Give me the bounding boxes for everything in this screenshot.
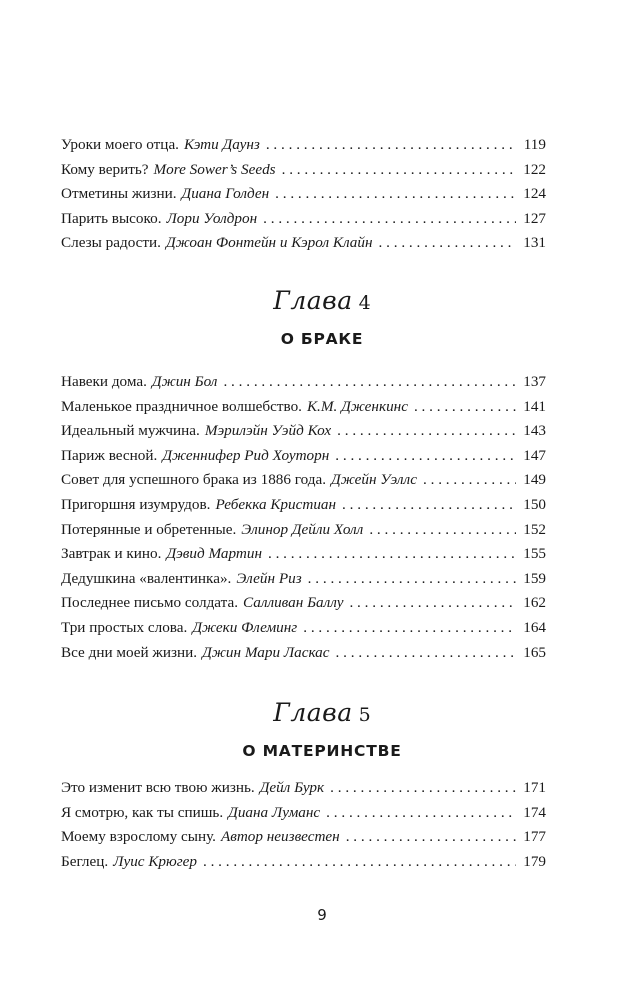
toc-entry[interactable] <box>61 641 546 666</box>
chapter-number: 4 <box>358 292 371 314</box>
entry-page-number: 122 <box>523 160 546 178</box>
entry-author: Джин Бол <box>151 373 218 390</box>
leader-dots <box>336 641 516 666</box>
leader-dots <box>326 801 516 826</box>
entry-page-number: 155 <box>523 545 546 563</box>
toc-entry[interactable] <box>61 825 546 850</box>
entry-author: Элейн Риз <box>236 569 302 587</box>
leader-dots <box>342 493 516 518</box>
entry-author: Кэти Даунз <box>183 136 260 153</box>
entry-title: Завтрак и кино. <box>61 545 162 563</box>
entry-title: Отметины жизни. <box>61 185 177 203</box>
toc-block-continued <box>61 133 546 256</box>
toc-entry[interactable] <box>61 616 546 641</box>
chapter-heading <box>0 286 644 315</box>
entry-author: More Sower’s Seeds <box>153 160 276 178</box>
entry-page-number: 131 <box>523 234 546 252</box>
leader-dots <box>303 616 516 641</box>
chapter-word: Глава <box>273 698 353 727</box>
toc-block-chapter-4 <box>61 370 546 665</box>
toc-entry[interactable] <box>61 231 546 256</box>
toc-entry[interactable] <box>61 518 546 543</box>
entry-page-number: 141 <box>523 397 546 415</box>
chapter-heading <box>0 698 644 727</box>
entry-title: Пригоршня изумрудов. <box>61 495 211 513</box>
toc-entry[interactable] <box>61 850 546 875</box>
leader-dots <box>337 419 516 444</box>
toc-entry[interactable] <box>61 801 546 826</box>
entry-title: Три простых слова. <box>61 618 188 636</box>
entry-page-number: 152 <box>523 520 546 538</box>
entry-page-number: 171 <box>523 779 546 796</box>
chapter-word: Глава <box>273 286 353 315</box>
entry-author: Диана Голден <box>181 185 270 203</box>
entry-author: Автор неизвестен <box>220 828 340 846</box>
entry-author: Салливан Баллу <box>243 594 344 612</box>
leader-dots <box>282 158 516 183</box>
entry-title: Кому верить? <box>61 160 149 178</box>
toc-entry[interactable] <box>61 542 546 567</box>
toc-entry[interactable] <box>61 370 546 395</box>
leader-dots <box>379 231 516 256</box>
toc-block-chapter-5 <box>61 776 546 874</box>
entry-page-number: 143 <box>523 422 546 440</box>
entry-page-number: 147 <box>523 446 546 464</box>
entry-title: Потерянные и обретенные. <box>61 520 237 538</box>
chapter-title: О МАТЕРИНСТВЕ <box>242 742 402 760</box>
entry-title: Маленькое праздничное волшебство. <box>61 397 302 415</box>
leader-dots <box>346 825 516 850</box>
entry-page-number: 124 <box>523 185 546 203</box>
entry-title: Слезы радости. <box>61 234 161 252</box>
entry-title: Это изменит всю твою жизнь. <box>61 779 255 796</box>
leader-dots <box>223 370 516 395</box>
entry-page-number: 137 <box>523 373 546 390</box>
entry-title: Уроки моего отца. <box>61 136 179 153</box>
entry-title: Идеальный мужчина. <box>61 422 200 440</box>
toc-entry[interactable] <box>61 158 546 183</box>
leader-dots <box>423 468 516 493</box>
page-number: 9 <box>317 906 327 924</box>
entry-page-number: 177 <box>523 828 546 846</box>
leader-dots <box>414 395 516 420</box>
entry-title: Париж весной. <box>61 446 158 464</box>
toc-entry[interactable] <box>61 468 546 493</box>
entry-page-number: 150 <box>523 495 546 513</box>
entry-author: Ребекка Кристиан <box>215 495 337 513</box>
toc-entry[interactable] <box>61 419 546 444</box>
leader-dots <box>203 850 516 875</box>
toc-entry[interactable] <box>61 444 546 469</box>
entry-title: Навеки дома. <box>61 373 147 390</box>
entry-page-number: 174 <box>523 803 546 821</box>
entry-title: Моему взрослому сыну. <box>61 828 216 846</box>
entry-author: Джин Мари Ласкас <box>202 643 330 661</box>
leader-dots <box>330 776 516 801</box>
entry-title: Последнее письмо солдата. <box>61 594 239 612</box>
entry-page-number: 179 <box>523 852 546 870</box>
chapter-number: 5 <box>358 704 371 726</box>
entry-author: Лори Уолдрон <box>166 209 258 227</box>
entry-page-number: 119 <box>523 136 546 153</box>
toc-entry[interactable] <box>61 591 546 616</box>
entry-page-number: 165 <box>523 643 546 661</box>
toc-entry[interactable] <box>61 493 546 518</box>
entry-title: Парить высоко. <box>61 209 162 227</box>
entry-author: Дейл Бурк <box>259 779 325 796</box>
entry-author: Джейн Уэллс <box>331 471 418 489</box>
entry-title: Совет для успешного брака из 1886 года. <box>61 471 327 489</box>
entry-page-number: 162 <box>523 594 546 612</box>
entry-title: Все дни моей жизни. <box>61 643 198 661</box>
entry-author: Диана Луманс <box>228 803 321 821</box>
entry-page-number: 127 <box>523 209 546 227</box>
entry-author: Джоан Фонтейн и Кэрол Клайн <box>165 234 373 252</box>
chapter-title: О БРАКЕ <box>280 330 364 348</box>
toc-entry[interactable] <box>61 182 546 207</box>
entry-title: Беглец. <box>61 852 109 870</box>
toc-entry[interactable] <box>61 567 546 592</box>
leader-dots <box>335 444 516 469</box>
entry-author: Дженнифер Рид Хоуторн <box>162 446 330 464</box>
entry-author: Джеки Флеминг <box>192 618 298 636</box>
entry-author: Мэрилэйн Уэйд Кох <box>204 422 332 440</box>
leader-dots <box>275 182 516 207</box>
leader-dots <box>349 591 516 616</box>
entry-title: Я смотрю, как ты спишь. <box>61 803 224 821</box>
leader-dots <box>268 542 516 567</box>
entry-author: Элинор Дейли Холл <box>241 520 364 538</box>
leader-dots <box>263 207 516 232</box>
toc-entry[interactable] <box>61 207 546 232</box>
entry-page-number: 149 <box>523 471 546 489</box>
toc-entry[interactable] <box>61 133 546 158</box>
entry-title: Дедушкина «валентинка». <box>61 569 232 587</box>
entry-author: Луис Крюгер <box>113 852 197 870</box>
toc-entry[interactable] <box>61 776 546 801</box>
entry-author: Дэвид Мартин <box>166 545 262 563</box>
leader-dots <box>308 567 516 592</box>
toc-entry[interactable] <box>61 395 546 420</box>
entry-page-number: 164 <box>523 618 546 636</box>
entry-page-number: 159 <box>523 569 546 587</box>
leader-dots <box>266 133 516 158</box>
entry-author: К.М. Дженкинс <box>306 397 408 415</box>
leader-dots <box>369 518 516 543</box>
